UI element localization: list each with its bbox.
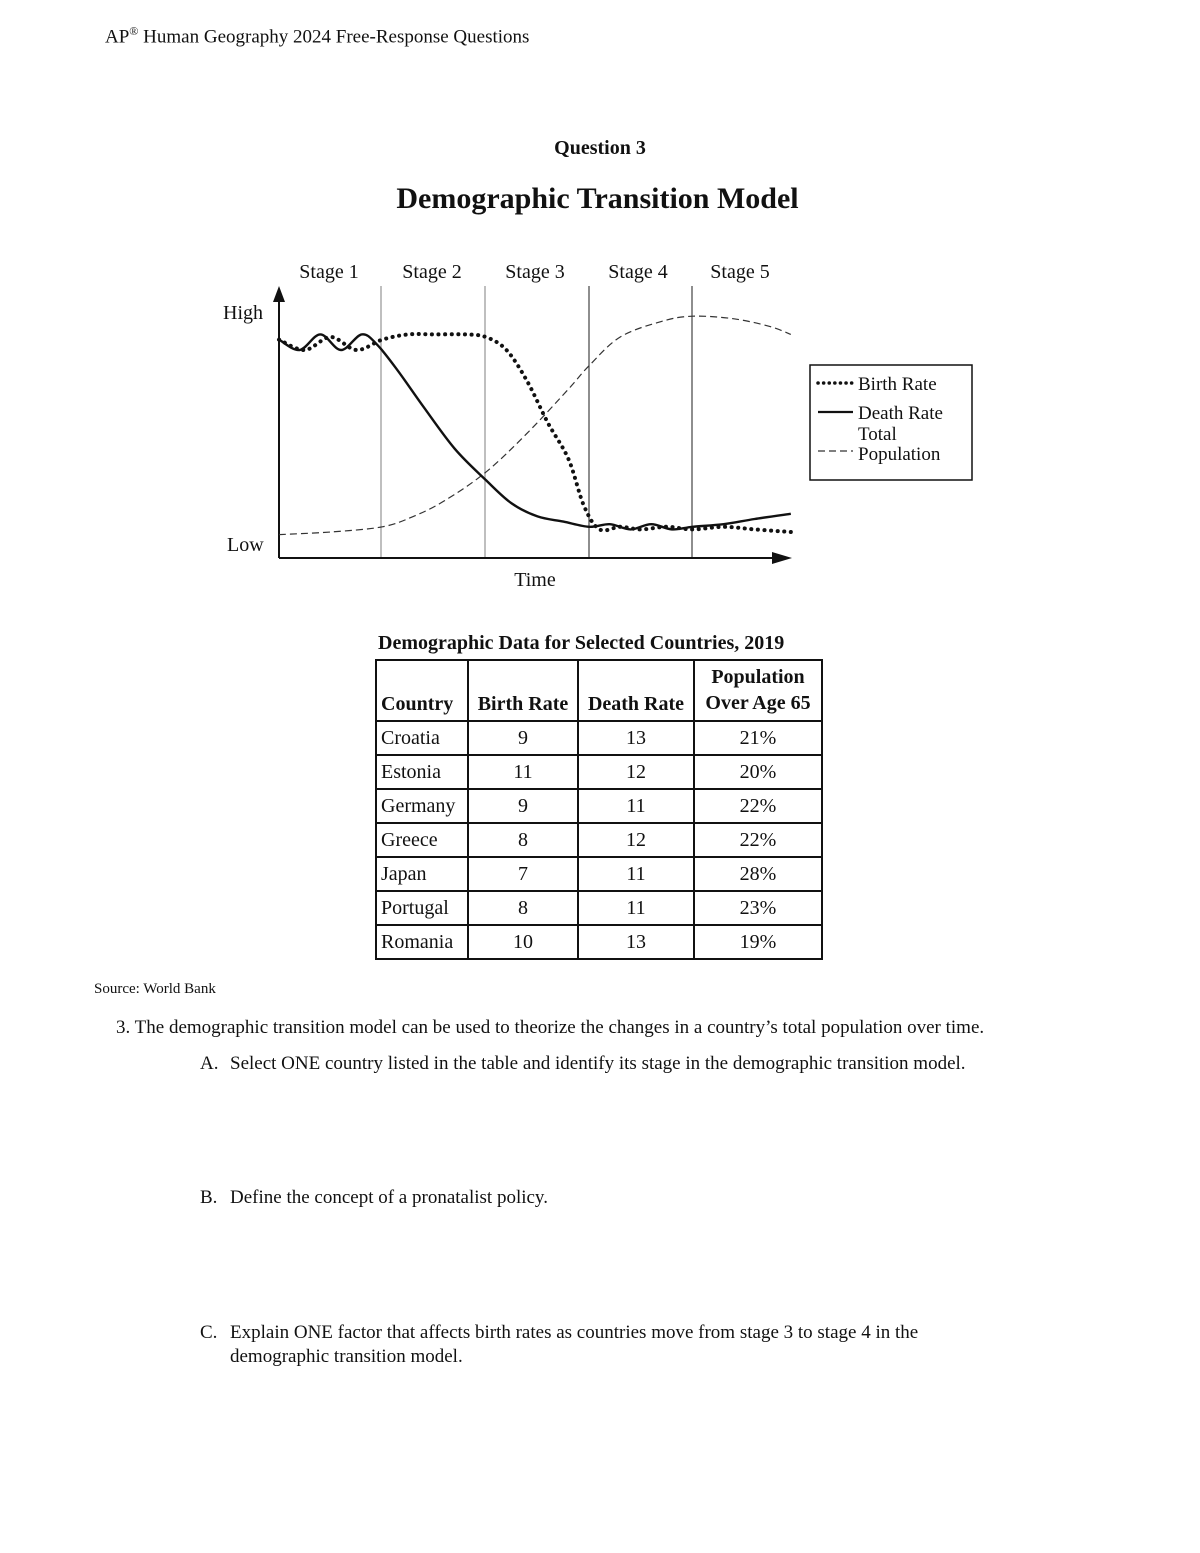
- legend-birth-label: Birth Rate: [858, 374, 937, 395]
- cell-birth: 9: [468, 789, 578, 823]
- question-number: Question 3: [554, 137, 646, 159]
- cell-death: 11: [578, 789, 694, 823]
- demographic-data-table: [375, 659, 823, 960]
- cell-birth: 8: [468, 891, 578, 925]
- header-population-over-65: [694, 660, 822, 721]
- cell-birth: 10: [468, 925, 578, 959]
- header-prefix: AP: [105, 26, 130, 48]
- cell-pop: 28%: [694, 857, 822, 891]
- page-header: [105, 24, 529, 48]
- cell-death: 11: [578, 891, 694, 925]
- series-birth-rate: [279, 334, 791, 532]
- cell-pop: 21%: [694, 721, 822, 755]
- part-letter: B.: [200, 1187, 218, 1208]
- legend-death-label: Death Rate: [858, 403, 943, 424]
- cell-country: Germany: [376, 789, 468, 823]
- stage-label: Stage 4: [608, 261, 668, 283]
- stage-label: Stage 1: [299, 261, 359, 283]
- question-part-a: [200, 1053, 1080, 1075]
- cell-death: 12: [578, 823, 694, 857]
- header-pop-line2: Over Age 65: [705, 692, 811, 714]
- table-row: [376, 789, 822, 823]
- cell-country: Japan: [376, 857, 468, 891]
- header-birth-rate: Birth Rate: [468, 660, 578, 721]
- question-part-b: [200, 1187, 1080, 1209]
- stage-label: Stage 5: [710, 261, 770, 283]
- cell-pop: 22%: [694, 789, 822, 823]
- cell-country: Romania: [376, 925, 468, 959]
- cell-pop: 20%: [694, 755, 822, 789]
- legend-total-label: Total Population: [858, 424, 941, 465]
- cell-pop: 22%: [694, 823, 822, 857]
- table-header-row: [376, 660, 822, 721]
- part-text: Define the concept of a pronatalist policy.: [230, 1187, 548, 1208]
- cell-birth: 9: [468, 721, 578, 755]
- cell-pop: 23%: [694, 891, 822, 925]
- table-row: [376, 755, 822, 789]
- cell-death: 13: [578, 721, 694, 755]
- y-label-low: Low: [227, 534, 264, 556]
- y-label-high: High: [223, 302, 263, 324]
- header-country: Country: [376, 660, 468, 721]
- cell-death: 11: [578, 857, 694, 891]
- question-part-c: [200, 1321, 1080, 1369]
- cell-country: Portugal: [376, 891, 468, 925]
- part-text: Select ONE country listed in the table and identify its stage in the demographic transition model.: [230, 1053, 966, 1074]
- y-axis-arrow: [273, 286, 285, 302]
- cell-birth: 7: [468, 857, 578, 891]
- x-axis-label: Time: [514, 569, 556, 591]
- table-row: [376, 891, 822, 925]
- table-row: [376, 925, 822, 959]
- cell-country: Croatia: [376, 721, 468, 755]
- cell-birth: 8: [468, 823, 578, 857]
- cell-pop: 19%: [694, 925, 822, 959]
- table-row: [376, 857, 822, 891]
- registered-mark: ®: [129, 24, 139, 38]
- table-row: [376, 721, 822, 755]
- table-caption: Demographic Data for Selected Countries, 2019: [378, 632, 785, 654]
- table-row: [376, 823, 822, 857]
- header-death-rate: Death Rate: [578, 660, 694, 721]
- stage-label: Stage 2: [402, 261, 462, 283]
- part-letter: C.: [200, 1322, 218, 1343]
- stage-label: Stage 3: [505, 261, 565, 283]
- header-title: Human Geography 2024 Free-Response Questions: [138, 26, 530, 48]
- part-text: Explain ONE factor that affects birth rates as countries move from stage 3 to stage 4 in the demographic transition model.: [230, 1322, 919, 1367]
- cell-birth: 11: [468, 755, 578, 789]
- dtm-chart: [215, 250, 985, 600]
- series-death-rate: [279, 334, 791, 529]
- header-pop-line1: Population: [711, 666, 805, 688]
- cell-country: Estonia: [376, 755, 468, 789]
- cell-death: 12: [578, 755, 694, 789]
- source-note: Source: World Bank: [94, 981, 216, 997]
- x-axis-arrow: [772, 552, 792, 564]
- cell-country: Greece: [376, 823, 468, 857]
- question-stem: 3. The demographic transition model can be used to theorize the changes in a country’s total population over time.: [116, 1017, 985, 1038]
- chart-title: Demographic Transition Model: [396, 182, 799, 215]
- part-letter: A.: [200, 1053, 219, 1074]
- cell-death: 13: [578, 925, 694, 959]
